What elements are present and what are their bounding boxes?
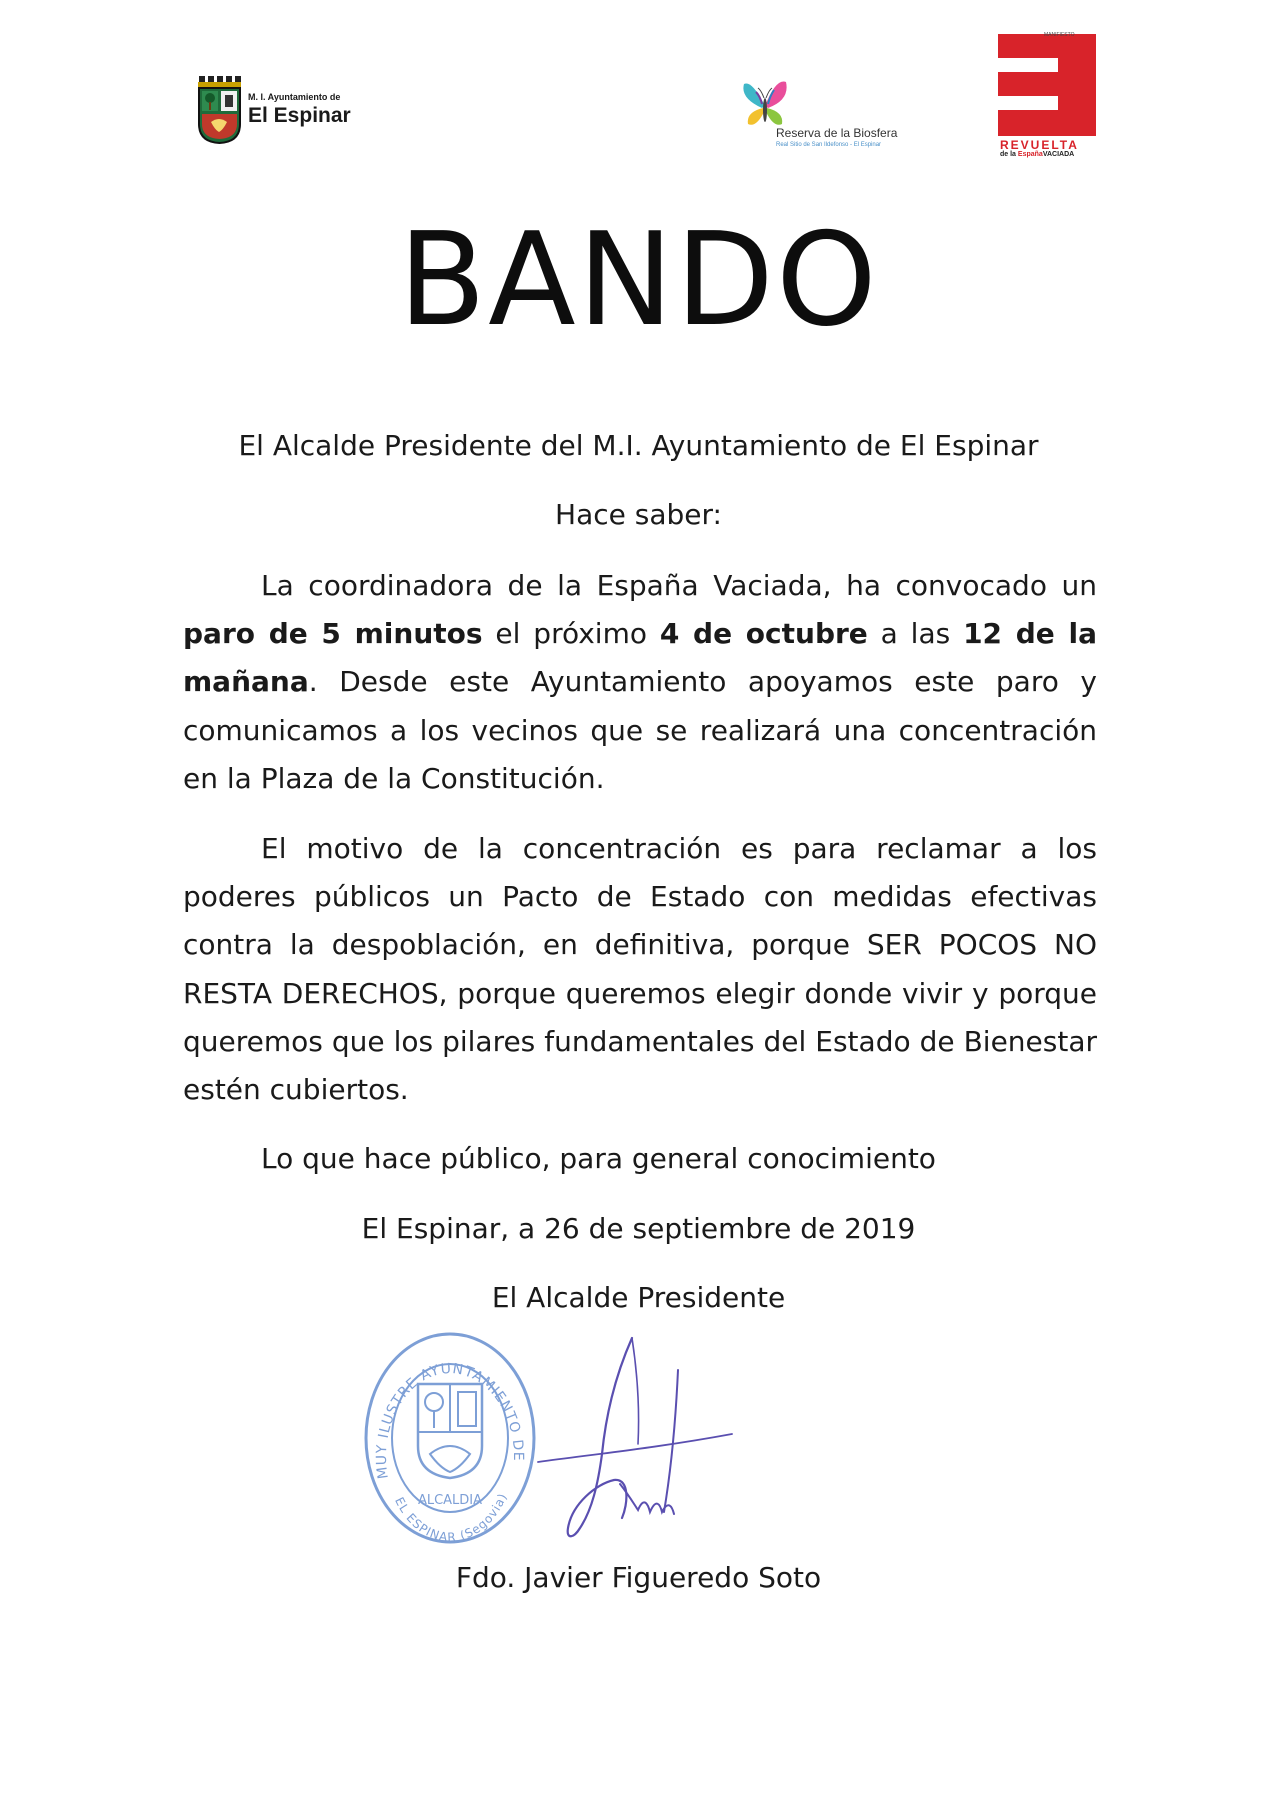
handwritten-signature: [536, 1334, 736, 1546]
revuelta-subtitle: [1000, 151, 1074, 158]
revuelta-word: REVUELTA: [1000, 138, 1079, 152]
p1-text-2: el próximo: [482, 617, 660, 651]
revuelta-mark-icon: [998, 30, 1096, 138]
revuelta-logo: [998, 30, 1098, 158]
paragraph-announcement: [183, 562, 1097, 803]
revuelta-top-label: MANIFIESTO: [1044, 32, 1075, 38]
municipality-name: El Espinar: [248, 104, 351, 127]
closing-line: Lo que hace público, para general conocimiento: [261, 1142, 936, 1175]
biosphere-name: Reserva de la Biosfera: [776, 126, 898, 140]
municipal-stamp: [360, 1328, 540, 1548]
stamp-bottom-text: EL ESPINAR (Segovia): [392, 1490, 510, 1545]
document-title: BANDO: [398, 206, 879, 355]
municipality-small-label: M. I. Ayuntamiento de: [248, 92, 341, 102]
p1-bold-time: 12 de la mañana: [183, 617, 1097, 699]
stamp-shield-icon: [418, 1384, 482, 1478]
municipality-logo: [196, 76, 356, 146]
signer-role: El Alcalde Presidente: [491, 1281, 786, 1314]
hace-saber-line: Hace saber:: [555, 498, 722, 531]
p1-bold-duration: paro de 5 minutos: [183, 617, 483, 651]
stamp-center-text: ALCALDIA: [417, 1493, 483, 1508]
butterfly-icon: [742, 78, 788, 132]
p1-bold-date: 4 de octubre: [659, 617, 868, 651]
place-date-line: El Espinar, a 26 de septiembre de 2019: [361, 1212, 916, 1245]
p1-text-1: La coordinadora de la España Vaciada, ha convocado un: [261, 569, 1097, 602]
p1-text-3: a las: [867, 617, 964, 651]
revuelta-sub-vaciada: VACIADA: [1042, 151, 1075, 158]
paragraph-motive: El motivo de la concentración es para reclamar a los poderes públicos un Pacto de Estado con medidas efectivas contra la despoblación, en definitiva, porque SER POCOS NO RESTA DERECHOS, porque queremos elegir donde vivir y porque queremos que los pilares fundamentales del Estado de Bienestar estén cubiertos.: [183, 832, 1097, 1107]
coat-of-arms-icon: [196, 76, 242, 144]
intro-line: El Alcalde Presidente del M.I. Ayuntamiento de El Espinar: [238, 429, 1039, 462]
biosphere-logo: [740, 78, 900, 158]
revuelta-sub-de-la: de la: [1000, 151, 1018, 158]
signer-name: Fdo. Javier Figueredo Soto: [455, 1561, 822, 1594]
biosphere-subtitle: Real Sitio de San Ildefonso - El Espinar: [776, 142, 882, 148]
p1-text-4: . Desde este Ayuntamiento apoyamos este paro y comunicamos a los vecinos que se realizará una concentración en la Plaza de la Constitución.: [183, 665, 1097, 795]
revuelta-sub-espana: España: [1017, 151, 1043, 158]
stamp-outer-text: MUY ILUSTRE AYUNTAMIENTO DE: [373, 1360, 527, 1480]
